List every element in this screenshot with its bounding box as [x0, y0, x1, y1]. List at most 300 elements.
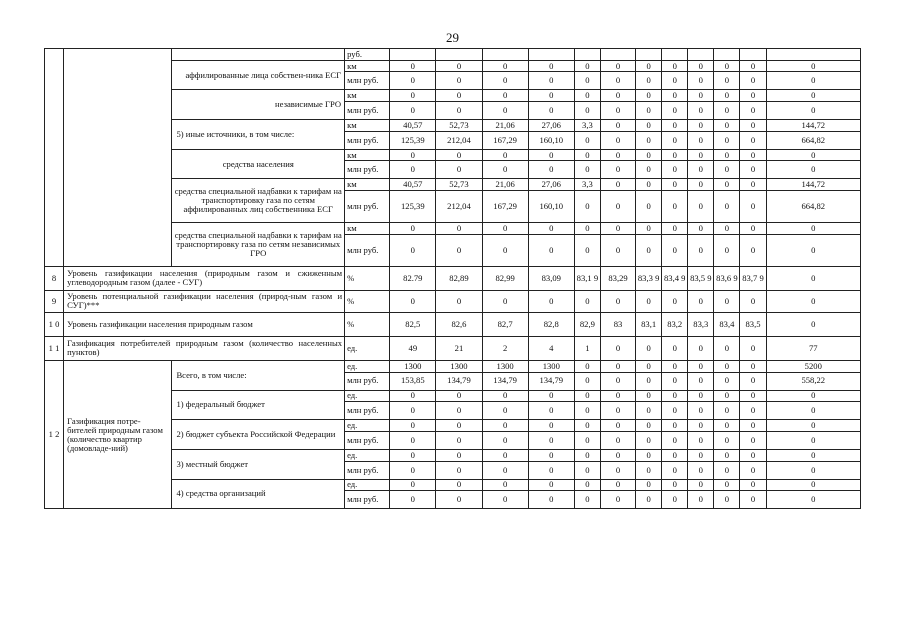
data-row-value: 0: [436, 149, 482, 161]
row-description: Всего, в том числе:: [172, 360, 345, 390]
data-row-value: 0: [740, 449, 766, 461]
data-row-value: 0: [766, 72, 860, 90]
indicator-row-value: 83,3: [688, 312, 714, 336]
unit-cell: млн руб.: [345, 431, 390, 449]
data-row-value: 0: [482, 491, 528, 509]
table-row: [45, 312, 861, 336]
row-description: средства специальной надбавки к тарифам на транспортировку газа по сетям независимых ГРО: [172, 223, 345, 267]
data-row-value: 0: [528, 90, 574, 102]
unit-cell: млн руб.: [345, 72, 390, 90]
data-row-value: 0: [688, 420, 714, 432]
data-row-value: 27,06: [528, 120, 574, 132]
unit-cell: млн руб.: [345, 161, 390, 179]
cont-row-value: [600, 49, 635, 61]
indicator-row-value: 2: [482, 336, 528, 360]
indicator-row-value: 1: [574, 336, 600, 360]
data-row-value: 0: [574, 149, 600, 161]
data-row-value: 0: [482, 102, 528, 120]
indicator-row-value: 0: [740, 336, 766, 360]
data-row-value: 0: [600, 72, 635, 90]
data-row-value: 0: [766, 60, 860, 72]
data-row-value: 160,10: [528, 191, 574, 223]
data-row-value: 0: [482, 223, 528, 235]
data-row-value: 0: [636, 90, 662, 102]
row-index: 1 0: [45, 312, 64, 336]
unit-cell: млн руб.: [345, 191, 390, 223]
data-row-value: 0: [662, 461, 688, 479]
data-row-value: 0: [482, 60, 528, 72]
data-row-value: 0: [390, 461, 436, 479]
data-row-value: 558,22: [766, 372, 860, 390]
data-row-value: 0: [688, 131, 714, 149]
data-row-value: 0: [600, 402, 635, 420]
row-description: 2) бюджет субъекта Российской Федерации: [172, 420, 345, 450]
data-row-value: 0: [482, 449, 528, 461]
data-row-value: 0: [390, 479, 436, 491]
data-row-value: 1300: [482, 360, 528, 372]
data-row-value: 0: [574, 479, 600, 491]
data-row-value: 0: [688, 102, 714, 120]
indicator-row-value: 83,7 9: [740, 266, 766, 290]
data-row-value: 0: [740, 149, 766, 161]
data-row-value: 0: [766, 149, 860, 161]
row-description: средства населения: [172, 149, 345, 179]
data-row-value: 0: [714, 120, 740, 132]
data-row-value: 0: [662, 431, 688, 449]
row-index: 1 1: [45, 336, 64, 360]
indicator-row-value: 0: [740, 290, 766, 312]
data-row-value: 0: [766, 461, 860, 479]
table-row: [45, 49, 861, 61]
row-description: аффилированные лица собствен-ника ЕСГ: [172, 60, 345, 90]
cont-row-value: [390, 49, 436, 61]
unit-cell: %: [345, 312, 390, 336]
data-row-value: 0: [688, 179, 714, 191]
data-row-value: 0: [662, 223, 688, 235]
data-row-value: 0: [714, 390, 740, 402]
data-row-value: 0: [740, 120, 766, 132]
data-row-value: 0: [528, 449, 574, 461]
row-description: 5) иные источники, в том числе:: [172, 120, 345, 150]
data-row-value: 0: [766, 402, 860, 420]
unit-cell: млн руб.: [345, 102, 390, 120]
data-row-value: 0: [574, 372, 600, 390]
indicator-row-value: 83,29: [600, 266, 635, 290]
row-index: 9: [45, 290, 64, 312]
data-row-value: 0: [766, 449, 860, 461]
data-row-value: 0: [740, 179, 766, 191]
data-row-value: 0: [714, 161, 740, 179]
data-row-value: 0: [574, 223, 600, 235]
row-index: 1 2: [45, 360, 64, 508]
indicator-row-value: 0: [574, 290, 600, 312]
data-row-value: 0: [662, 102, 688, 120]
indicator-row-value: 82,6: [436, 312, 482, 336]
data-row-value: 0: [714, 372, 740, 390]
row-description: Газификация потребителей природным газом (количество населенных пунктов): [64, 336, 345, 360]
data-row-value: 0: [636, 491, 662, 509]
data-row-value: 0: [600, 479, 635, 491]
data-row-value: 0: [636, 161, 662, 179]
data-row-value: 0: [740, 390, 766, 402]
data-row-value: 0: [714, 60, 740, 72]
data-row-value: 0: [600, 223, 635, 235]
data-row-value: 0: [740, 223, 766, 235]
data-row-value: 0: [714, 131, 740, 149]
row-index: 8: [45, 266, 64, 290]
indicator-row-value: 82,7: [482, 312, 528, 336]
data-row-value: 0: [766, 223, 860, 235]
data-row-value: 0: [390, 390, 436, 402]
data-row-value: 0: [766, 491, 860, 509]
data-row-value: 0: [390, 431, 436, 449]
data-row-value: 0: [436, 161, 482, 179]
data-row-value: 0: [714, 360, 740, 372]
row-description: 4) средства организаций: [172, 479, 345, 509]
data-row-value: 0: [766, 161, 860, 179]
indicator-row-value: 83,09: [528, 266, 574, 290]
data-row-value: 0: [436, 420, 482, 432]
data-row-value: 0: [436, 102, 482, 120]
unit-cell: км: [345, 223, 390, 235]
data-row-value: 52,73: [436, 120, 482, 132]
data-row-value: 0: [600, 161, 635, 179]
data-row-value: 0: [636, 149, 662, 161]
data-row-value: 1300: [390, 360, 436, 372]
data-row-value: 0: [688, 149, 714, 161]
data-row-value: 0: [688, 431, 714, 449]
unit-cell: км: [345, 120, 390, 132]
data-row-value: 0: [600, 234, 635, 266]
data-row-value: 0: [636, 390, 662, 402]
indicator-row-value: 82,99: [482, 266, 528, 290]
unit-cell: ед.: [345, 390, 390, 402]
data-row-value: 0: [766, 102, 860, 120]
cont-row-value: [662, 49, 688, 61]
data-row-value: 0: [600, 60, 635, 72]
data-row-value: 0: [482, 402, 528, 420]
data-row-value: 0: [688, 60, 714, 72]
data-row-value: 0: [636, 372, 662, 390]
data-row-value: 0: [636, 60, 662, 72]
data-row-value: 3,3: [574, 179, 600, 191]
indicator-row-value: 0: [714, 336, 740, 360]
indicator-row-value: 0: [662, 336, 688, 360]
unit-cell: %: [345, 266, 390, 290]
unit-cell: ед.: [345, 449, 390, 461]
data-row-value: 0: [600, 131, 635, 149]
data-row-value: 160,10: [528, 131, 574, 149]
data-row-value: 0: [636, 234, 662, 266]
data-row-value: 0: [390, 420, 436, 432]
data-row-value: 0: [740, 102, 766, 120]
data-row-value: 0: [740, 491, 766, 509]
row-description: независимые ГРО: [172, 90, 345, 120]
data-row-value: 52,73: [436, 179, 482, 191]
indicator-row-value: 0: [714, 290, 740, 312]
row-description: Уровень газификации населения (природным газом и сжиженным углеводородным газом (далее - СУГ): [64, 266, 345, 290]
cont-row-value: [714, 49, 740, 61]
data-row-value: 0: [688, 191, 714, 223]
data-row-value: 0: [740, 360, 766, 372]
row-description: 3) местный бюджет: [172, 449, 345, 479]
data-row-value: 0: [766, 234, 860, 266]
unit-cell: км: [345, 60, 390, 72]
data-row-value: 0: [636, 223, 662, 235]
data-row-value: 0: [390, 161, 436, 179]
data-row-value: 0: [688, 161, 714, 179]
indicator-row-value: 49: [390, 336, 436, 360]
data-row-value: 0: [436, 90, 482, 102]
data-row-value: 0: [688, 72, 714, 90]
data-row-value: 1300: [528, 360, 574, 372]
indicator-row-value: 83: [600, 312, 635, 336]
data-row-value: 0: [766, 90, 860, 102]
data-row-value: 0: [600, 491, 635, 509]
data-row-value: 0: [662, 149, 688, 161]
data-row-value: 0: [436, 449, 482, 461]
data-row-value: 0: [688, 360, 714, 372]
unit-cell: млн руб.: [345, 402, 390, 420]
cont-row-value: [528, 49, 574, 61]
data-row-value: 0: [600, 390, 635, 402]
data-row-value: 0: [662, 72, 688, 90]
data-row-value: 0: [662, 491, 688, 509]
data-row-value: 0: [714, 234, 740, 266]
data-row-value: 0: [436, 60, 482, 72]
row-description: [172, 49, 345, 61]
unit-cell: млн руб.: [345, 491, 390, 509]
data-row-value: 0: [600, 449, 635, 461]
data-row-value: 134,79: [482, 372, 528, 390]
indicator-row-value: 0: [436, 290, 482, 312]
data-row-value: 0: [574, 131, 600, 149]
data-row-value: 0: [482, 149, 528, 161]
data-row-value: 0: [688, 372, 714, 390]
data-row-value: 0: [636, 431, 662, 449]
indicator-row-value: 21: [436, 336, 482, 360]
indicator-row-value: 0: [766, 312, 860, 336]
indicator-row-value: 83,3 9: [636, 266, 662, 290]
indicator-row-value: 0: [688, 290, 714, 312]
data-row-value: 0: [662, 449, 688, 461]
data-row-value: 21,06: [482, 120, 528, 132]
data-row-value: 0: [390, 234, 436, 266]
cont-row-value: [766, 49, 860, 61]
data-row-value: 0: [714, 179, 740, 191]
data-row-value: 0: [574, 234, 600, 266]
data-row-value: 5200: [766, 360, 860, 372]
data-row-value: 21,06: [482, 179, 528, 191]
indicator-row-value: 82,9: [574, 312, 600, 336]
data-row-value: 167,29: [482, 191, 528, 223]
data-row-value: 0: [574, 191, 600, 223]
indicator-row-value: 0: [390, 290, 436, 312]
data-row-value: 0: [714, 149, 740, 161]
row-description: 1) федеральный бюджет: [172, 390, 345, 420]
data-row-value: 167,29: [482, 131, 528, 149]
cont-row-value: [688, 49, 714, 61]
data-row-value: 0: [574, 161, 600, 179]
data-row-value: 0: [528, 402, 574, 420]
cont-row-value: [740, 49, 766, 61]
data-row-value: 0: [688, 479, 714, 491]
data-row-value: 0: [740, 461, 766, 479]
data-row-value: 0: [662, 60, 688, 72]
unit-cell: %: [345, 290, 390, 312]
data-row-value: 0: [528, 161, 574, 179]
data-row-value: 0: [662, 120, 688, 132]
data-row-value: 0: [482, 431, 528, 449]
data-row-value: 0: [740, 431, 766, 449]
data-row-value: 0: [740, 234, 766, 266]
data-row-value: 0: [740, 479, 766, 491]
data-row-value: 0: [662, 372, 688, 390]
indicator-row-value: 82,89: [436, 266, 482, 290]
unit-cell: ед.: [345, 420, 390, 432]
row-description: Уровень газификации населения природным газом: [64, 312, 345, 336]
data-row-value: 0: [714, 223, 740, 235]
indicator-row-value: 0: [482, 290, 528, 312]
data-row-value: 0: [766, 431, 860, 449]
data-row-value: 0: [436, 72, 482, 90]
data-row-value: 134,79: [436, 372, 482, 390]
data-row-value: 0: [600, 372, 635, 390]
unit-cell: км: [345, 179, 390, 191]
data-row-value: 0: [600, 149, 635, 161]
table-row: [45, 336, 861, 360]
data-row-value: 0: [714, 431, 740, 449]
data-row-value: 0: [662, 390, 688, 402]
page-number: 29: [446, 30, 459, 45]
data-row-value: 0: [688, 234, 714, 266]
data-row-value: 0: [574, 102, 600, 120]
cont-row-value: [574, 49, 600, 61]
data-row-value: 0: [740, 131, 766, 149]
data-row-value: 664,82: [766, 131, 860, 149]
cont-row-value: [636, 49, 662, 61]
data-row-value: 0: [740, 90, 766, 102]
data-row-value: 0: [662, 402, 688, 420]
data-row-value: 0: [528, 60, 574, 72]
data-row-value: 0: [636, 72, 662, 90]
indicator-row-value: 83,1: [636, 312, 662, 336]
table-row: [45, 360, 861, 372]
data-row-value: 144,72: [766, 179, 860, 191]
data-row-value: 0: [766, 479, 860, 491]
table-row: [45, 266, 861, 290]
unit-cell: ед.: [345, 360, 390, 372]
data-row-value: 0: [600, 120, 635, 132]
data-row-value: 0: [662, 90, 688, 102]
data-row-value: 0: [740, 60, 766, 72]
data-row-value: 0: [482, 461, 528, 479]
data-row-value: 0: [688, 449, 714, 461]
data-row-value: 0: [528, 420, 574, 432]
unit-cell: км: [345, 90, 390, 102]
data-row-value: 0: [714, 479, 740, 491]
row-category-cell: [64, 49, 172, 267]
data-row-value: 125,39: [390, 131, 436, 149]
data-row-value: 0: [636, 179, 662, 191]
data-row-value: 0: [766, 390, 860, 402]
data-row-value: 0: [740, 191, 766, 223]
indicator-row-value: 0: [688, 336, 714, 360]
data-row-value: 0: [574, 90, 600, 102]
data-row-value: 0: [574, 402, 600, 420]
data-row-value: 153,85: [390, 372, 436, 390]
data-row-value: 0: [688, 402, 714, 420]
data-row-value: 0: [390, 90, 436, 102]
indicator-row-value: 0: [662, 290, 688, 312]
data-row-value: 1300: [436, 360, 482, 372]
data-row-value: 0: [528, 491, 574, 509]
row-description: Уровень потенциальной газификации населения (природ-ным газом и СУГ)***: [64, 290, 345, 312]
data-row-value: 0: [390, 102, 436, 120]
data-row-value: 0: [528, 479, 574, 491]
data-row-value: 0: [482, 161, 528, 179]
indicator-row-value: 82,5: [390, 312, 436, 336]
unit-cell: руб.: [345, 49, 390, 61]
data-row-value: 0: [390, 60, 436, 72]
data-row-value: 0: [436, 491, 482, 509]
data-row-value: 0: [688, 223, 714, 235]
indicator-row-value: 0: [600, 290, 635, 312]
data-row-value: 0: [636, 420, 662, 432]
data-table: [44, 48, 861, 509]
data-row-value: 0: [574, 60, 600, 72]
data-row-value: 0: [436, 461, 482, 479]
data-row-value: 0: [574, 360, 600, 372]
data-row-value: 0: [482, 234, 528, 266]
unit-cell: млн руб.: [345, 372, 390, 390]
data-row-value: 0: [740, 402, 766, 420]
data-row-value: 0: [714, 191, 740, 223]
data-row-value: 0: [574, 491, 600, 509]
data-row-value: 0: [714, 102, 740, 120]
data-row-value: 0: [714, 491, 740, 509]
data-row-value: 0: [600, 191, 635, 223]
indicator-row-value: 0: [636, 290, 662, 312]
data-row-value: 0: [600, 179, 635, 191]
data-row-value: 0: [482, 72, 528, 90]
data-row-value: 0: [436, 234, 482, 266]
data-row-value: 134,79: [528, 372, 574, 390]
data-row-value: 0: [714, 449, 740, 461]
indicator-row-value: 83,1 9: [574, 266, 600, 290]
indicator-row-value: 77: [766, 336, 860, 360]
data-row-value: 0: [528, 149, 574, 161]
data-row-value: 0: [528, 390, 574, 402]
data-row-value: 0: [528, 234, 574, 266]
data-row-value: 125,39: [390, 191, 436, 223]
data-row-value: 0: [482, 390, 528, 402]
data-row-value: 0: [436, 223, 482, 235]
indicator-row-value: 0: [766, 290, 860, 312]
indicator-row-value: 82,8: [528, 312, 574, 336]
indicator-row-value: 0: [600, 336, 635, 360]
data-row-value: 0: [662, 131, 688, 149]
data-row-value: 0: [714, 90, 740, 102]
data-row-value: 0: [740, 161, 766, 179]
data-row-value: 0: [574, 431, 600, 449]
data-row-value: 0: [574, 449, 600, 461]
data-row-value: 0: [662, 360, 688, 372]
indicator-row-value: 0: [528, 290, 574, 312]
data-row-value: 0: [600, 102, 635, 120]
data-row-value: 27,06: [528, 179, 574, 191]
data-row-value: 0: [600, 420, 635, 432]
